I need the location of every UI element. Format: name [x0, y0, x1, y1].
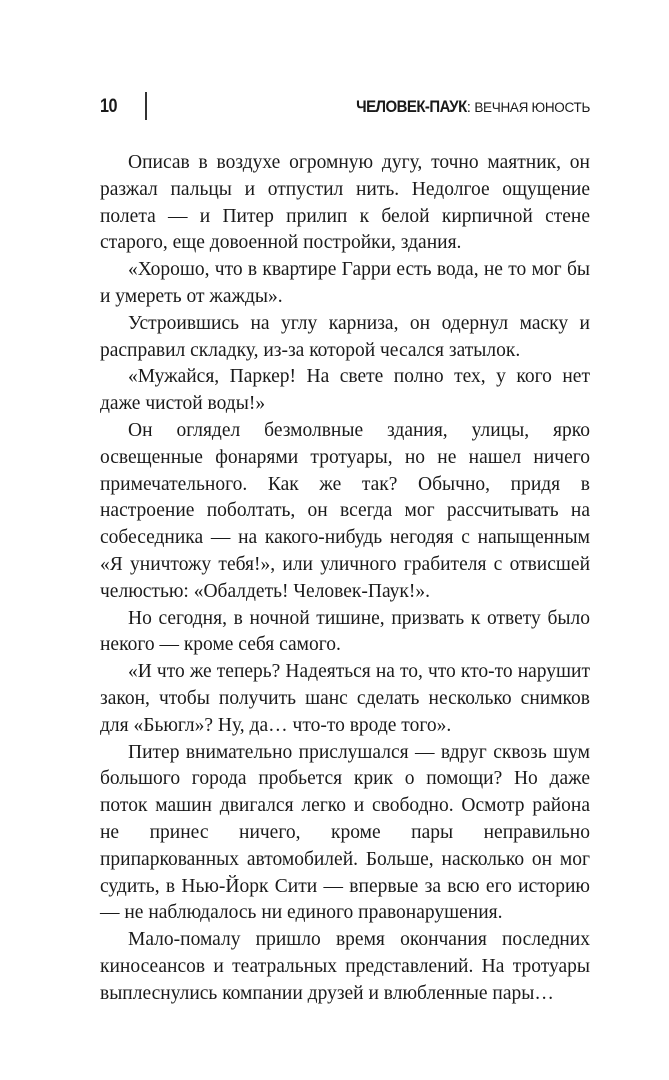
paragraph: Мало-помалу пришло время окончания последних киносеансов и театральных представлений. На тротуары выплеснулись компании друзей и влюбленные пары… [100, 929, 590, 1004]
paragraph: Но сегодня, в ночной тишине, призвать к ответу было некого — кроме себя самого. [100, 607, 590, 656]
header-divider [145, 92, 147, 120]
paragraph: Устроившись на углу карниза, он одернул маску и расправил складку, из-за которой чесался затылок. [100, 312, 590, 361]
page-number: 10 [100, 96, 118, 117]
running-title [341, 97, 590, 117]
page-body [100, 150, 590, 1008]
paragraph: Он оглядел безмолвные здания, улицы, ярко освещенные фонарями тротуары, но не нашел ничего примечательного. Как же так? Обычно, придя в настроение поболтать, он всегда мог рассчитывать на собеседника — на какого-нибудь негодяя с напыщенным «Я уничтожу тебя!», или уличного грабителя с отвисшей челюстью: «Обалдеть! Человек-Паук!». [100, 419, 590, 602]
title-separator: : [466, 99, 471, 116]
paragraph: Питер внимательно прислушался — вдруг сквозь шум большого города пробьется крик о помощи? Но даже поток машин двигался легко и свободно. Осмотр района не принес ничего, кроме пары неправильно припаркованных автомобилей. Больше, насколько он мог судить, в Нью-Йорк Сити — впервые за всю его историю — не наблюдалось ни единого правонарушения. [100, 741, 590, 924]
paragraph: Описав в воздухе огромную дугу, точно маятник, он разжал пальцы и отпустил нить. Недолгое ощущение полета — и Питер прилип к белой кирпичной стене старого, еще довоенной постройки, здания. [100, 152, 590, 254]
running-header [100, 92, 590, 128]
paragraph: «И что же теперь? Надеяться на то, что кто-то нарушит закон, чтобы получить шанс сделать несколько снимков для «Бьюгл»? Ну, да… что-то вроде того». [100, 661, 590, 736]
book-subtitle: ВЕЧНАЯ ЮНОСТЬ [470, 100, 590, 115]
series-title: ЧЕЛОВЕК-ПАУК [356, 97, 467, 116]
paragraph: «Хорошо, что в квартире Гарри есть вода, не то мог бы и умереть от жажды». [100, 259, 590, 307]
paragraph: «Мужайся, Паркер! На свете полно тех, у кого нет даже чистой воды!» [100, 366, 590, 415]
